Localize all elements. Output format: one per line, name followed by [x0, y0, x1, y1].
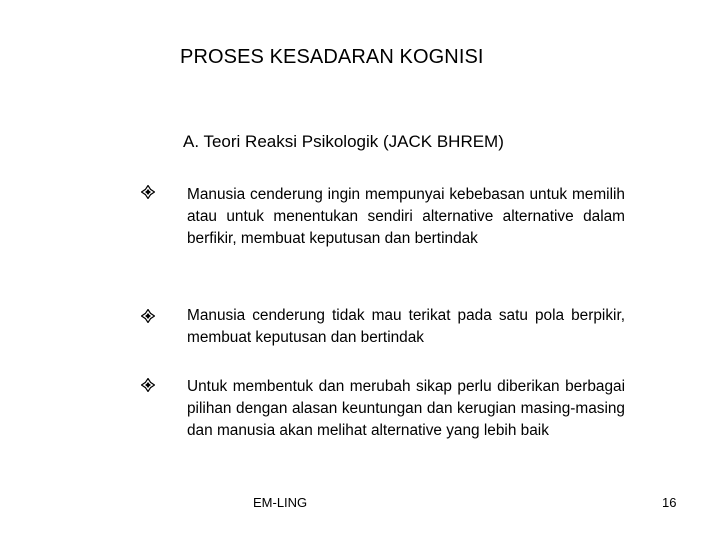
- diamond-bullet-icon: [141, 185, 155, 199]
- section-heading: A. Teori Reaksi Psikologik (JACK BHREM): [183, 132, 504, 151]
- diamond-bullet-icon: [141, 309, 155, 323]
- slide-title: PROSES KESADARAN KOGNISI: [180, 46, 484, 68]
- page-number: 16: [662, 495, 677, 510]
- bullet-text: Manusia cenderung tidak mau terikat pada satu pola berpikir, membuat keputusan dan bertindak: [187, 307, 625, 346]
- diamond-bullet-icon: [141, 378, 155, 392]
- bullet-text: Manusia cenderung ingin mempunyai kebebasan untuk memilih atau untuk menentukan sendiri alternative alternative dalam berfikir, membuat keputusan dan bertindak: [187, 186, 625, 247]
- footer-text: EM-LING: [253, 495, 308, 510]
- bullet-text: Untuk membentuk dan merubah sikap perlu diberikan berbagai pilihan dengan alasan keuntungan dan kerugian masing-masing dan manusia akan melihat alternative yang lebih baik: [187, 378, 625, 439]
